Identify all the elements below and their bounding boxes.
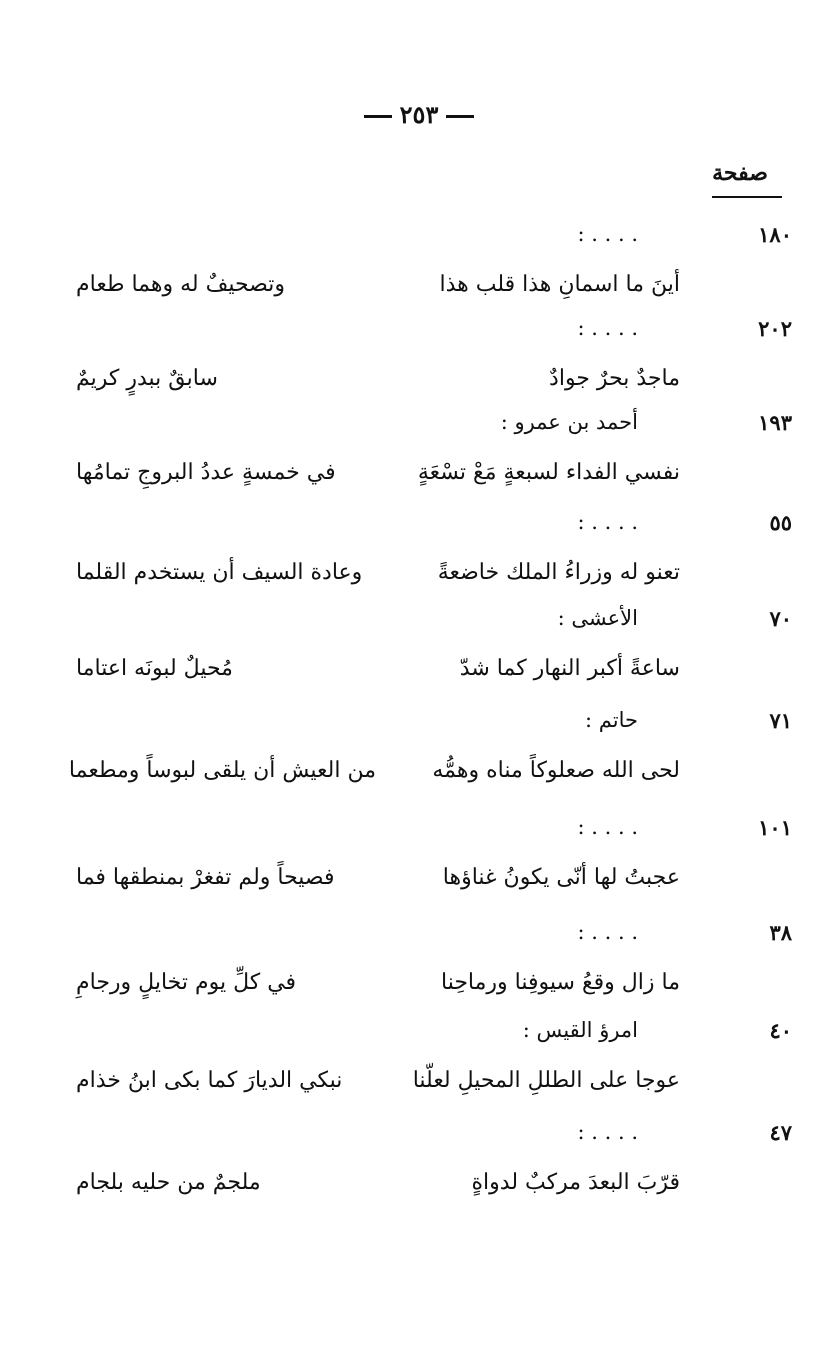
list-item [0,1120,838,1214]
verse-first-half: نفسي الفداء لسبعةٍ مَعْ تسْعَةٍ [417,460,680,485]
verse-first-half: قرّبَ البعدَ مركبٌ لدواةٍ [471,1170,680,1195]
page-reference: ٤٠ [769,1018,792,1043]
verse-second-half: في كلِّ يوم تخايلٍ ورجامِ [76,970,297,995]
poet-name: . . . . : [577,920,638,944]
verse-first-half: ما زال وقعُ سيوفِنا ورماحِنا [440,970,680,995]
poet-name: امرؤ القيس : [522,1018,638,1042]
verse-first-half: أينَ ما اسمانِ هذا قلب هذا [439,272,680,297]
list-item [0,316,838,410]
verse-first-half: ساعةً أكبر النهار كما شدّ [459,656,680,681]
page-reference: ١٠١ [758,815,792,840]
list-item [0,410,838,504]
verse-first-half: تعنو له وزراءُ الملك خاضعةً [437,560,680,585]
list-item [0,708,838,802]
page-reference: ١٨٠ [758,222,792,247]
poet-name: أحمد بن عمرو : [500,410,638,434]
verse-second-half: وعادة السيف أن يستخدم القلما [76,560,363,585]
dash-right [446,115,474,118]
poet-name: حاتم : [585,708,638,732]
list-item [0,222,838,316]
verse-second-half: نبكي الديارَ كما بكى ابنُ خذام [76,1068,343,1093]
verse-second-half: من العيش أن يلقى لبوساً ومطعما [68,758,376,783]
verse-second-half: وتصحيفٌ له وهما طعام [76,272,286,297]
verse-second-half: سابقٌ ببدرٍ كريمٌ [76,366,218,391]
poet-name: . . . . : [577,316,638,340]
page-reference: ٣٨ [769,920,792,945]
poet-name: . . . . : [577,1120,638,1144]
column-header-underline [712,196,782,198]
verse-second-half: مُحيلٌ لبونَه اعتاما [76,656,233,681]
page-reference: ١٩٣ [758,410,792,435]
page-number [0,100,838,129]
verse-second-half: ملجمٌ من حليه بلجام [76,1170,261,1195]
poet-name: . . . . : [577,510,638,534]
page-reference: ٥٥ [769,510,792,535]
verse-first-half: عوجا على الطللِ المحيلِ لعلّنا [412,1068,680,1093]
verse-second-half: في خمسةٍ عددُ البروجِ تمامُها [76,460,336,485]
verse-first-half: عجبتُ لها أنّى يكونُ غناؤها [442,865,680,890]
list-item [0,1018,838,1112]
verse-first-half: لحى الله صعلوكاً مناه وهمُّه [432,758,680,783]
poet-name: . . . . : [577,815,638,839]
verse-first-half: ماجدٌ بحرٌ جوادٌ [549,366,680,391]
list-item [0,920,838,1014]
dash-left [364,115,392,118]
list-item [0,815,838,909]
page-reference: ٧٠ [769,606,792,631]
list-item [0,510,838,604]
list-item [0,606,838,700]
page-number-text: ٢٥٣ [399,100,439,129]
page-reference: ٧١ [769,708,792,733]
page-reference: ٢٠٢ [758,316,792,341]
poet-name: . . . . : [577,222,638,246]
page-reference: ٤٧ [769,1120,792,1145]
poet-name: الأعشى : [557,606,638,630]
column-header: صفحة [712,160,768,186]
verse-second-half: فصيحاً ولم تفغرْ بمنطقها فما [76,865,335,890]
